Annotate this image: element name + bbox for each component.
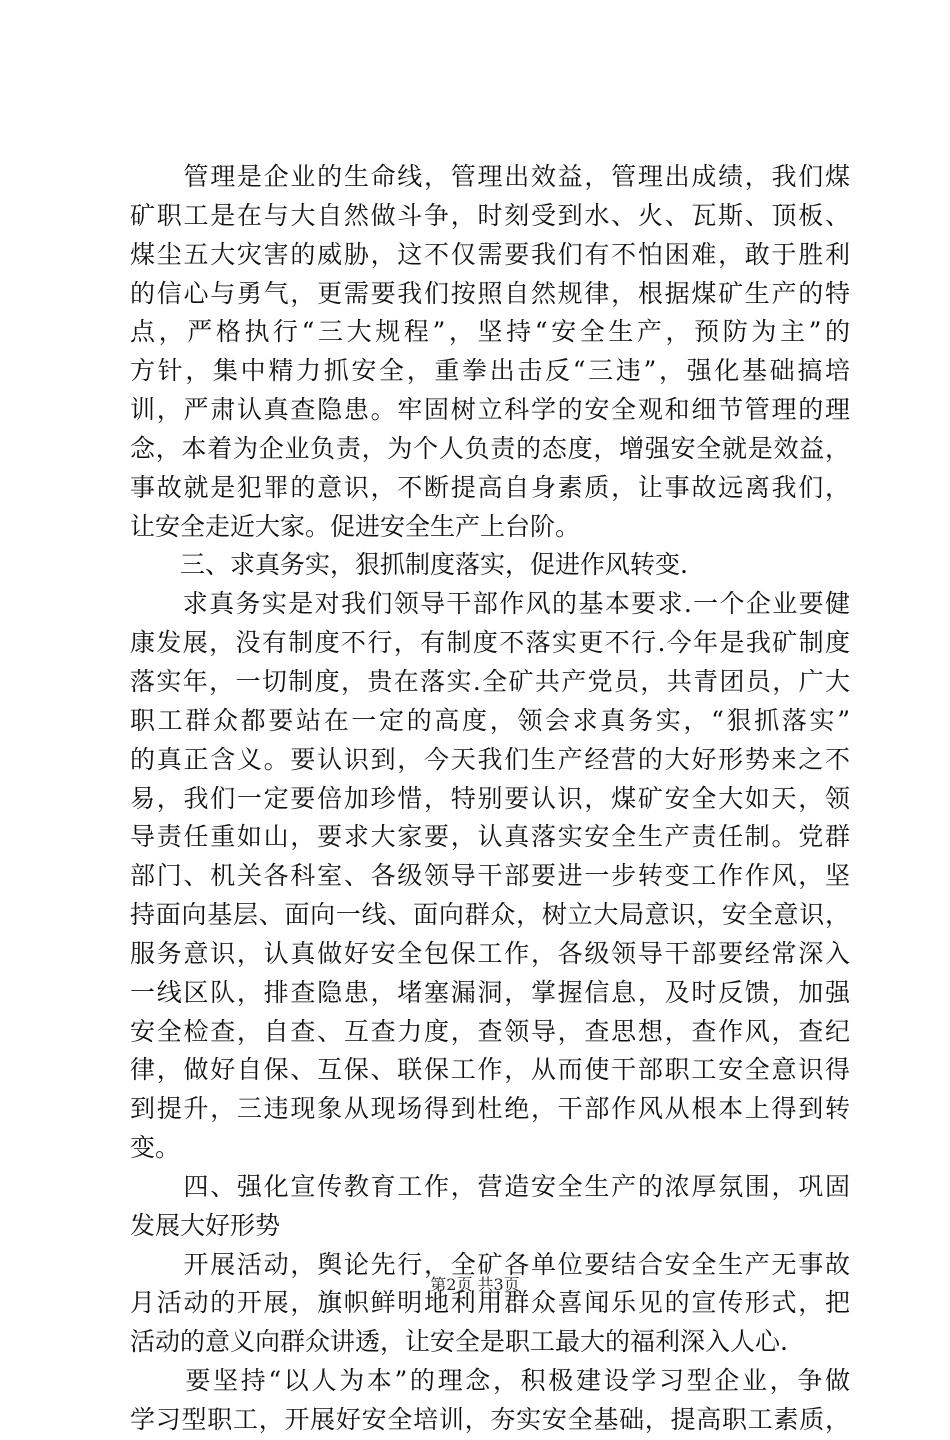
text-line: 落实年，一切制度，贵在落实.全矿共产党员，共青团员，广大 bbox=[130, 666, 850, 696]
text-line: 康发展，没有制度不行，有制度不落实更不行.今年是我矿制度 bbox=[130, 628, 850, 658]
text-line: 职工群众都要站在一定的高度，领会求真务实，“狠抓落实” bbox=[130, 705, 850, 735]
text-line: 导责任重如山，要求大家要，认真落实安全生产责任制。党群 bbox=[130, 822, 850, 852]
text-line: 煤尘五大灾害的威胁，这不仅需要我们有不怕困难，敢于胜利 bbox=[130, 239, 850, 269]
text-line: 发展大好形势 bbox=[130, 1210, 281, 1240]
text-line: 矿职工是在与大自然做斗争，时刻受到水、火、瓦斯、顶板、 bbox=[130, 200, 850, 230]
text-line: 持面向基层、面向一线、面向群众，树立大局意识，安全意识， bbox=[130, 900, 850, 930]
text-line: 开展活动，舆论先行，全矿各单位要结合安全生产无事故 bbox=[130, 1249, 850, 1279]
text-line: 部门、机关各科室、各级领导干部要进一步转变工作作风，坚 bbox=[130, 861, 850, 891]
text-line: 训，严肃认真查隐患。牢固树立科学的安全观和细节管理的理 bbox=[130, 395, 850, 425]
text-line: 月活动的开展，旗帜鲜明地利用群众喜闻乐见的宣传形式，把 bbox=[130, 1288, 850, 1318]
text-line: 的信心与勇气，更需要我们按照自然规律，根据煤矿生产的特 bbox=[130, 278, 850, 308]
text-line: 要坚持“以人为本”的理念，积极建设学习型企业，争做 bbox=[130, 1366, 850, 1396]
text-line: 方针，集中精力抓安全，重拳出击反“三违”，强化基础搞培 bbox=[130, 356, 850, 386]
text-line: 让安全走近大家。促进安全生产上台阶。 bbox=[130, 511, 581, 541]
document-body bbox=[130, 158, 850, 1440]
text-line: 安全检查，自查、互查力度，查领导，查思想，查作风，查纪 bbox=[130, 1016, 850, 1046]
text-line: 事故就是犯罪的意识，不断提高自身素质，让事故远离我们， bbox=[130, 472, 850, 502]
text-line: 点，严格执行“三大规程”，坚持“安全生产，预防为主”的 bbox=[130, 317, 850, 347]
text-line: 变。 bbox=[130, 1133, 181, 1163]
text-line: 服务意识，认真做好安全包保工作，各级领导干部要经常深入 bbox=[130, 938, 850, 968]
text-line: 求真务实是对我们领导干部作风的基本要求.一个企业要健 bbox=[130, 589, 850, 619]
text-line: 三、求真务实，狠抓制度落实，促进作风转变. bbox=[130, 550, 688, 580]
page-footer: 第2页 共3页 bbox=[430, 1275, 520, 1294]
text-line: 念，本着为企业负责，为个人负责的态度，增强安全就是效益， bbox=[130, 433, 850, 463]
text-line: 管理是企业的生命线，管理出效益，管理出成绩，我们煤 bbox=[130, 162, 850, 191]
text-line: 四、强化宣传教育工作，营造安全生产的浓厚氛围，巩固 bbox=[130, 1171, 850, 1201]
text-line: 一线区队，排查隐患，堵塞漏洞，掌握信息，及时反馈，加强 bbox=[130, 977, 850, 1007]
text-line: 律，做好自保、互保、联保工作，从而使干部职工安全意识得 bbox=[130, 1055, 850, 1085]
text-line: 学习型职工，开展好安全培训，夯实安全基础，提高职工素质， bbox=[130, 1405, 850, 1434]
text-line: 易，我们一定要倍加珍惜，特别要认识，煤矿安全大如天，领 bbox=[130, 783, 850, 813]
text-line: 的真正含义。要认识到，今天我们生产经营的大好形势来之不 bbox=[130, 744, 850, 774]
text-line: 到提升，三违现象从现场得到杜绝，干部作风从根本上得到转 bbox=[130, 1094, 850, 1124]
text-line: 活动的意义向群众讲透，让安全是职工最大的福利深入人心. bbox=[130, 1327, 788, 1357]
